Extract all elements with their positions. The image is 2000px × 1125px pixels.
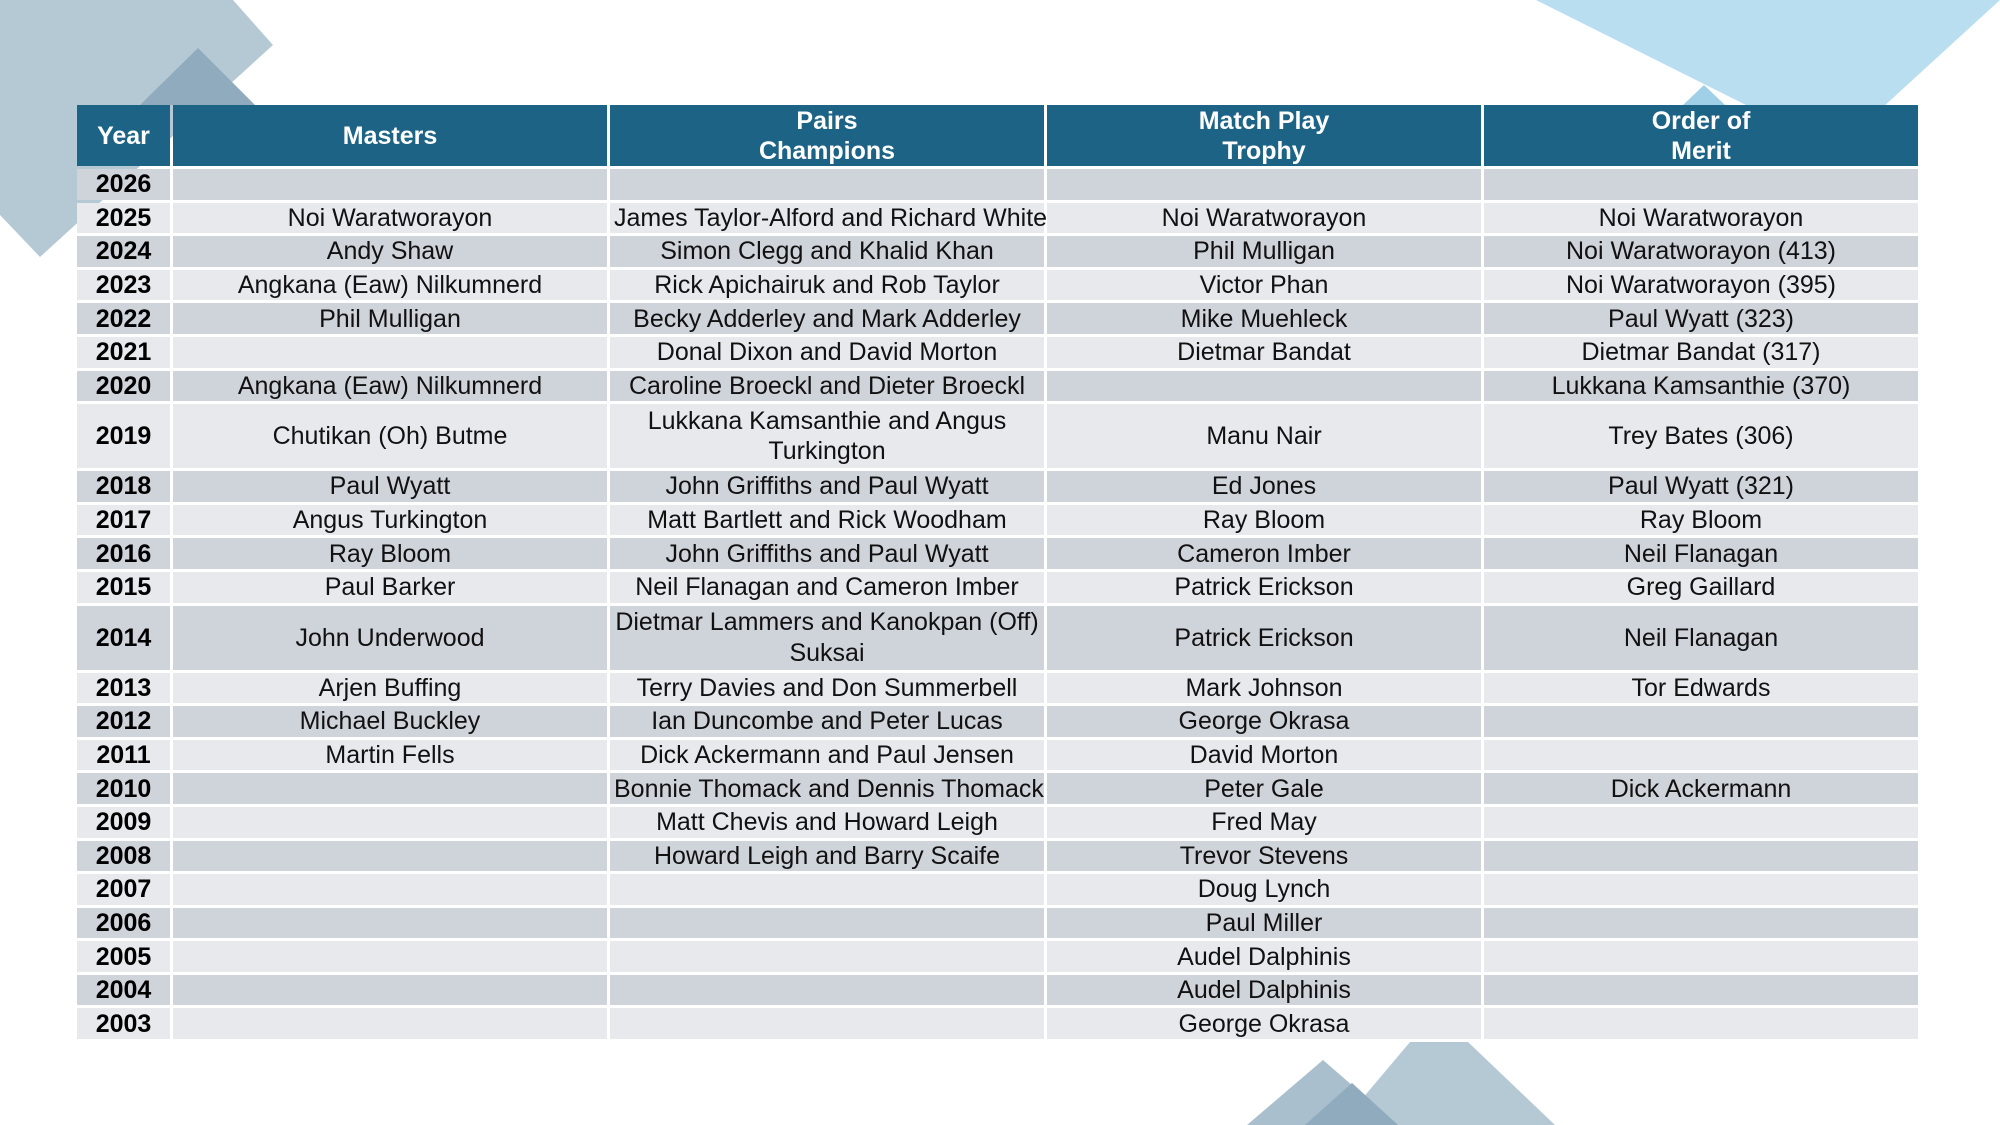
- table-row: [77, 606, 1918, 670]
- table-row: [77, 236, 1918, 267]
- masters-cell: [173, 337, 607, 368]
- table-row: [77, 941, 1918, 972]
- pairs-cell: John Griffiths and Paul Wyatt: [610, 538, 1044, 569]
- masters-cell: Chutikan (Oh) Butme: [173, 404, 607, 468]
- pairs-cell: James Taylor-Alford and Richard White: [610, 203, 1044, 234]
- pairs-cell: [610, 908, 1044, 939]
- match-play-cell: Fred May: [1047, 807, 1481, 838]
- match-play-cell: Victor Phan: [1047, 270, 1481, 301]
- match-play-cell: Ray Bloom: [1047, 505, 1481, 536]
- match-play-cell: George Okrasa: [1047, 706, 1481, 737]
- masters-cell: Paul Wyatt: [173, 471, 607, 502]
- match-play-cell: Doug Lynch: [1047, 874, 1481, 905]
- masters-cell: John Underwood: [173, 606, 607, 670]
- pairs-cell: [610, 975, 1044, 1006]
- results-table-container: [77, 105, 1919, 1039]
- year-cell: 2014: [77, 606, 170, 670]
- match-play-cell: Ed Jones: [1047, 471, 1481, 502]
- order-of-merit-cell: [1484, 740, 1918, 771]
- order-of-merit-cell: [1484, 908, 1918, 939]
- match-play-cell: Peter Gale: [1047, 773, 1481, 804]
- order-of-merit-cell: Neil Flanagan: [1484, 606, 1918, 670]
- pairs-cell: [610, 169, 1044, 200]
- match-play-cell: Mark Johnson: [1047, 673, 1481, 704]
- match-play-cell: Patrick Erickson: [1047, 606, 1481, 670]
- match-play-cell: Audel Dalphinis: [1047, 941, 1481, 972]
- masters-cell: Angkana (Eaw) Nilkumnerd: [173, 371, 607, 402]
- table-row: [77, 538, 1918, 569]
- header-order-of-merit: Order of Merit: [1484, 105, 1918, 166]
- year-cell: 2009: [77, 807, 170, 838]
- order-of-merit-cell: Greg Gaillard: [1484, 572, 1918, 603]
- header-masters: Masters: [173, 105, 607, 166]
- order-of-merit-cell: Noi Waratworayon (413): [1484, 236, 1918, 267]
- masters-cell: Ray Bloom: [173, 538, 607, 569]
- table-row: [77, 1008, 1918, 1039]
- year-cell: 2003: [77, 1008, 170, 1039]
- masters-cell: Phil Mulligan: [173, 303, 607, 334]
- match-play-cell: George Okrasa: [1047, 1008, 1481, 1039]
- order-of-merit-cell: [1484, 1008, 1918, 1039]
- table-header-row: [77, 105, 1918, 166]
- year-cell: 2015: [77, 572, 170, 603]
- year-cell: 2023: [77, 270, 170, 301]
- table-row: [77, 404, 1918, 468]
- order-of-merit-cell: [1484, 807, 1918, 838]
- pairs-cell: Terry Davies and Don Summerbell: [610, 673, 1044, 704]
- masters-cell: Angus Turkington: [173, 505, 607, 536]
- year-cell: 2016: [77, 538, 170, 569]
- masters-cell: [173, 908, 607, 939]
- table-row: [77, 975, 1918, 1006]
- order-of-merit-cell: Noi Waratworayon: [1484, 203, 1918, 234]
- order-of-merit-cell: Neil Flanagan: [1484, 538, 1918, 569]
- masters-cell: [173, 1008, 607, 1039]
- table-row: [77, 807, 1918, 838]
- year-cell: 2021: [77, 337, 170, 368]
- order-of-merit-cell: Ray Bloom: [1484, 505, 1918, 536]
- masters-cell: [173, 941, 607, 972]
- pairs-cell: Matt Chevis and Howard Leigh: [610, 807, 1044, 838]
- match-play-cell: Cameron Imber: [1047, 538, 1481, 569]
- table-row: [77, 706, 1918, 737]
- pairs-cell: Matt Bartlett and Rick Woodham: [610, 505, 1044, 536]
- header-match-play-trophy: Match Play Trophy: [1047, 105, 1481, 166]
- table-row: [77, 740, 1918, 771]
- year-cell: 2020: [77, 371, 170, 402]
- pairs-cell: [610, 941, 1044, 972]
- masters-cell: Noi Waratworayon: [173, 203, 607, 234]
- table-row: [77, 203, 1918, 234]
- year-cell: 2007: [77, 874, 170, 905]
- table-row: [77, 303, 1918, 334]
- order-of-merit-cell: Paul Wyatt (323): [1484, 303, 1918, 334]
- order-of-merit-cell: [1484, 169, 1918, 200]
- table-row: [77, 572, 1918, 603]
- year-cell: 2011: [77, 740, 170, 771]
- year-cell: 2024: [77, 236, 170, 267]
- pairs-cell: John Griffiths and Paul Wyatt: [610, 471, 1044, 502]
- match-play-cell: Patrick Erickson: [1047, 572, 1481, 603]
- match-play-cell: [1047, 371, 1481, 402]
- masters-cell: Angkana (Eaw) Nilkumnerd: [173, 270, 607, 301]
- order-of-merit-cell: Noi Waratworayon (395): [1484, 270, 1918, 301]
- order-of-merit-cell: Lukkana Kamsanthie (370): [1484, 371, 1918, 402]
- table-row: [77, 337, 1918, 368]
- table-row: [77, 505, 1918, 536]
- masters-cell: [173, 773, 607, 804]
- table-row: [77, 908, 1918, 939]
- masters-cell: Martin Fells: [173, 740, 607, 771]
- pairs-cell: Neil Flanagan and Cameron Imber: [610, 572, 1044, 603]
- pairs-cell: Lukkana Kamsanthie and Angus Turkington: [610, 404, 1044, 468]
- match-play-cell: Dietmar Bandat: [1047, 337, 1481, 368]
- pairs-cell: Donal Dixon and David Morton: [610, 337, 1044, 368]
- order-of-merit-cell: [1484, 975, 1918, 1006]
- year-cell: 2018: [77, 471, 170, 502]
- pairs-cell: [610, 1008, 1044, 1039]
- year-cell: 2004: [77, 975, 170, 1006]
- pairs-cell: Dick Ackermann and Paul Jensen: [610, 740, 1044, 771]
- year-cell: 2017: [77, 505, 170, 536]
- table-row: [77, 270, 1918, 301]
- order-of-merit-cell: [1484, 874, 1918, 905]
- header-year: Year: [77, 105, 170, 166]
- pairs-cell: Dietmar Lammers and Kanokpan (Off) Suksai: [610, 606, 1044, 670]
- pairs-cell: Howard Leigh and Barry Scaife: [610, 841, 1044, 872]
- pairs-cell: Rick Apichairuk and Rob Taylor: [610, 270, 1044, 301]
- year-cell: 2013: [77, 673, 170, 704]
- order-of-merit-cell: Paul Wyatt (321): [1484, 471, 1918, 502]
- order-of-merit-cell: Trey Bates (306): [1484, 404, 1918, 468]
- year-cell: 2008: [77, 841, 170, 872]
- year-cell: 2006: [77, 908, 170, 939]
- year-cell: 2012: [77, 706, 170, 737]
- year-cell: 2022: [77, 303, 170, 334]
- table-row: [77, 874, 1918, 905]
- pairs-cell: Ian Duncombe and Peter Lucas: [610, 706, 1044, 737]
- order-of-merit-cell: [1484, 706, 1918, 737]
- order-of-merit-cell: Dick Ackermann: [1484, 773, 1918, 804]
- year-cell: 2026: [77, 169, 170, 200]
- match-play-cell: David Morton: [1047, 740, 1481, 771]
- match-play-cell: Manu Nair: [1047, 404, 1481, 468]
- pairs-cell: Simon Clegg and Khalid Khan: [610, 236, 1044, 267]
- match-play-cell: Noi Waratworayon: [1047, 203, 1481, 234]
- table-row: [77, 841, 1918, 872]
- order-of-merit-cell: Dietmar Bandat (317): [1484, 337, 1918, 368]
- match-play-cell: Audel Dalphinis: [1047, 975, 1481, 1006]
- pairs-cell: Bonnie Thomack and Dennis Thomack: [610, 773, 1044, 804]
- match-play-cell: [1047, 169, 1481, 200]
- year-cell: 2005: [77, 941, 170, 972]
- masters-cell: Michael Buckley: [173, 706, 607, 737]
- pairs-cell: Caroline Broeckl and Dieter Broeckl: [610, 371, 1044, 402]
- table-row: [77, 773, 1918, 804]
- masters-cell: Andy Shaw: [173, 236, 607, 267]
- masters-cell: [173, 807, 607, 838]
- order-of-merit-cell: [1484, 841, 1918, 872]
- year-cell: 2010: [77, 773, 170, 804]
- table-body: [77, 169, 1918, 1039]
- table-row: [77, 673, 1918, 704]
- order-of-merit-cell: Tor Edwards: [1484, 673, 1918, 704]
- table-row: [77, 169, 1918, 200]
- masters-cell: Arjen Buffing: [173, 673, 607, 704]
- pairs-cell: [610, 874, 1044, 905]
- match-play-cell: Trevor Stevens: [1047, 841, 1481, 872]
- results-table: [74, 102, 1921, 1042]
- masters-cell: [173, 975, 607, 1006]
- pairs-cell: Becky Adderley and Mark Adderley: [610, 303, 1044, 334]
- match-play-cell: Phil Mulligan: [1047, 236, 1481, 267]
- year-cell: 2025: [77, 203, 170, 234]
- table-row: [77, 471, 1918, 502]
- year-cell: 2019: [77, 404, 170, 468]
- order-of-merit-cell: [1484, 941, 1918, 972]
- masters-cell: Paul Barker: [173, 572, 607, 603]
- masters-cell: [173, 874, 607, 905]
- match-play-cell: Mike Muehleck: [1047, 303, 1481, 334]
- masters-cell: [173, 841, 607, 872]
- match-play-cell: Paul Miller: [1047, 908, 1481, 939]
- header-pairs-champions: Pairs Champions: [610, 105, 1044, 166]
- masters-cell: [173, 169, 607, 200]
- table-row: [77, 371, 1918, 402]
